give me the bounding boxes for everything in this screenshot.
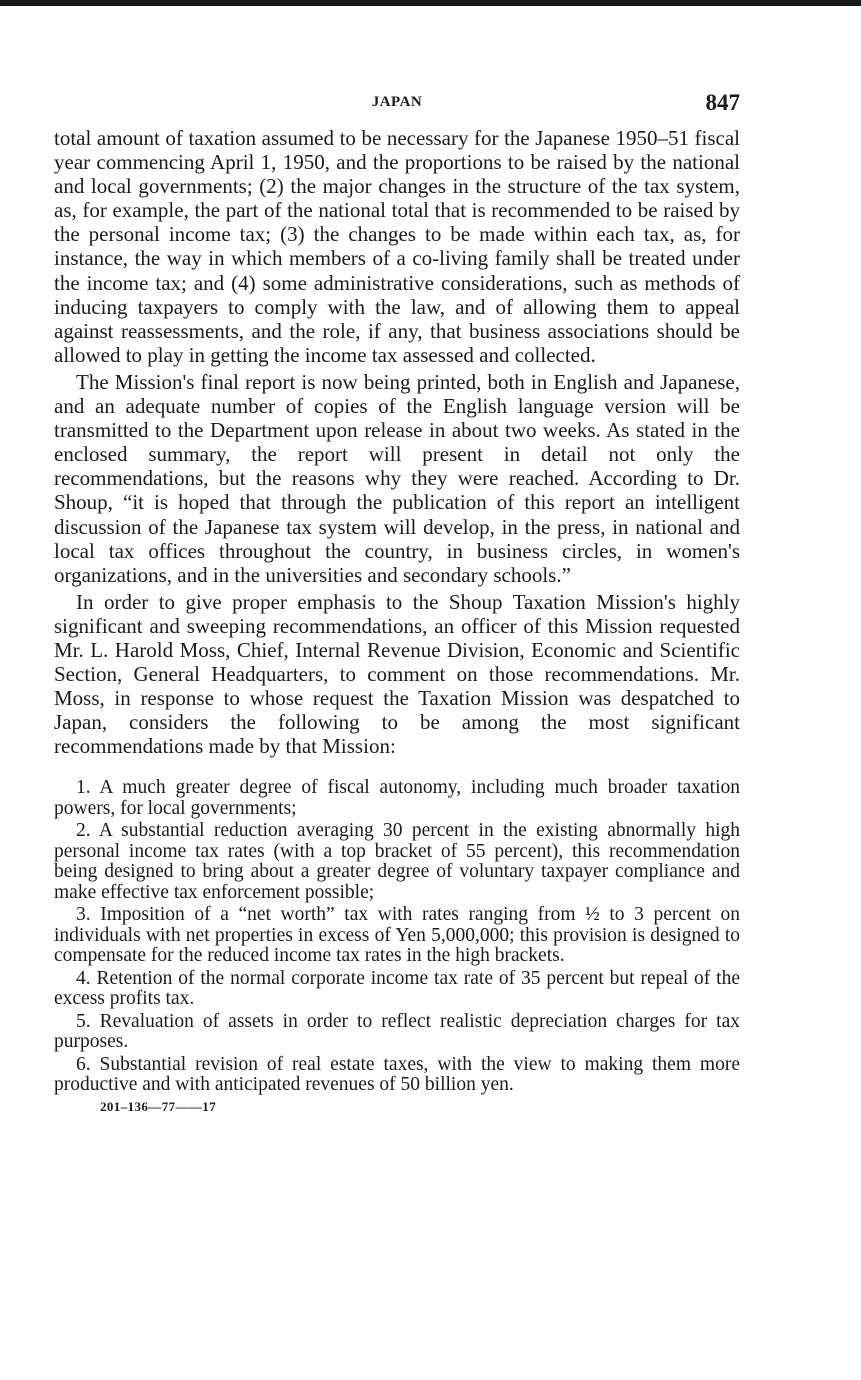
recommendation-item: 3. Imposition of a “net worth” tax with rates ranging from ½ to 3 percent on individuals with net properties in excess of Yen 5,000,000; this provision is designed to compensate for the reduced income tax rates in the high brackets.	[54, 904, 740, 967]
paragraph-moss-recommendations: In order to give proper emphasis to the Shoup Taxation Mission's highly significant and sweeping recommendations, an officer of this Mission requested Mr. L. Harold Moss, Chief, Internal Revenue Division, Economic and Scientific Section, General Headquarters, to comment on those recommendations. Mr. Moss, in response to whose request the Taxation Mission was despatched to Japan, considers the following to be among the most significant recommendations made by that Mission:	[54, 589, 740, 759]
recommendation-item: 5. Revaluation of assets in order to reflect realistic depreciation charges for tax purposes.	[54, 1010, 740, 1053]
recommendation-item: 1. A much greater degree of fiscal autonomy, including much broader taxation powers, for local governments;	[54, 777, 740, 819]
paragraph-continued: total amount of taxation assumed to be necessary for the Japanese 1950–51 fiscal year commencing April 1, 1950, and the proportions to be raised by the national and local governments; (2) the major changes in the structure of the tax system, as, for example, the part of the national total that is recommended to be raised by the personal income tax; (3) the changes to be made within each tax, as, for instance, the way in which members of a co-living family shall be treated under the income tax; and (4) some administrative considerations, such as methods of inducing taxpayers to comply with the law, and of allowing them to appeal against reassessments, and the role, if any, that business associations should be allowed to play in getting the income tax assessed and collected.	[54, 126, 740, 367]
paragraph-final-report: The Mission's final report is now being printed, both in English and Japanese, and an adequate number of copies of the English language version will be transmitted to the Department upon release in about two weeks. As stated in the enclosed summary, the report will present in detail not only the recommendations, but the reasons why they were reached. According to Dr. Shoup, “it is hoped that through the publication of this report an intelligent discussion of the Japanese tax system will develop, in the press, in national and local tax offices throughout the country, in business circles, in women's organizations, and in the universities and secondary schools.”	[54, 369, 740, 587]
recommendation-item: 6. Substantial revision of real estate taxes, with the view to making them more productive and with anticipated revenues of 50 billion yen.	[54, 1053, 740, 1096]
print-code: 201–136—77——17	[100, 1098, 217, 1114]
document-page	[54, 84, 740, 1115]
page-number: 847	[705, 90, 740, 115]
recommendation-list	[54, 778, 740, 1096]
recommendation-item: 2. A substantial reduction averaging 30 percent in the existing abnormally high personal income tax rates (with a top bracket of 55 percent), this recommendation being designed to bring about a greater degree of voluntary taxpayer compliance and make effective tax enforcement possible;	[54, 820, 740, 903]
recommendation-item: 4. Retention of the normal corporate income tax rate of 35 percent but repeal of the excess profits tax.	[54, 967, 740, 1010]
top-border	[0, 0, 861, 6]
running-title: JAPAN	[371, 94, 423, 110]
running-header	[54, 84, 740, 126]
